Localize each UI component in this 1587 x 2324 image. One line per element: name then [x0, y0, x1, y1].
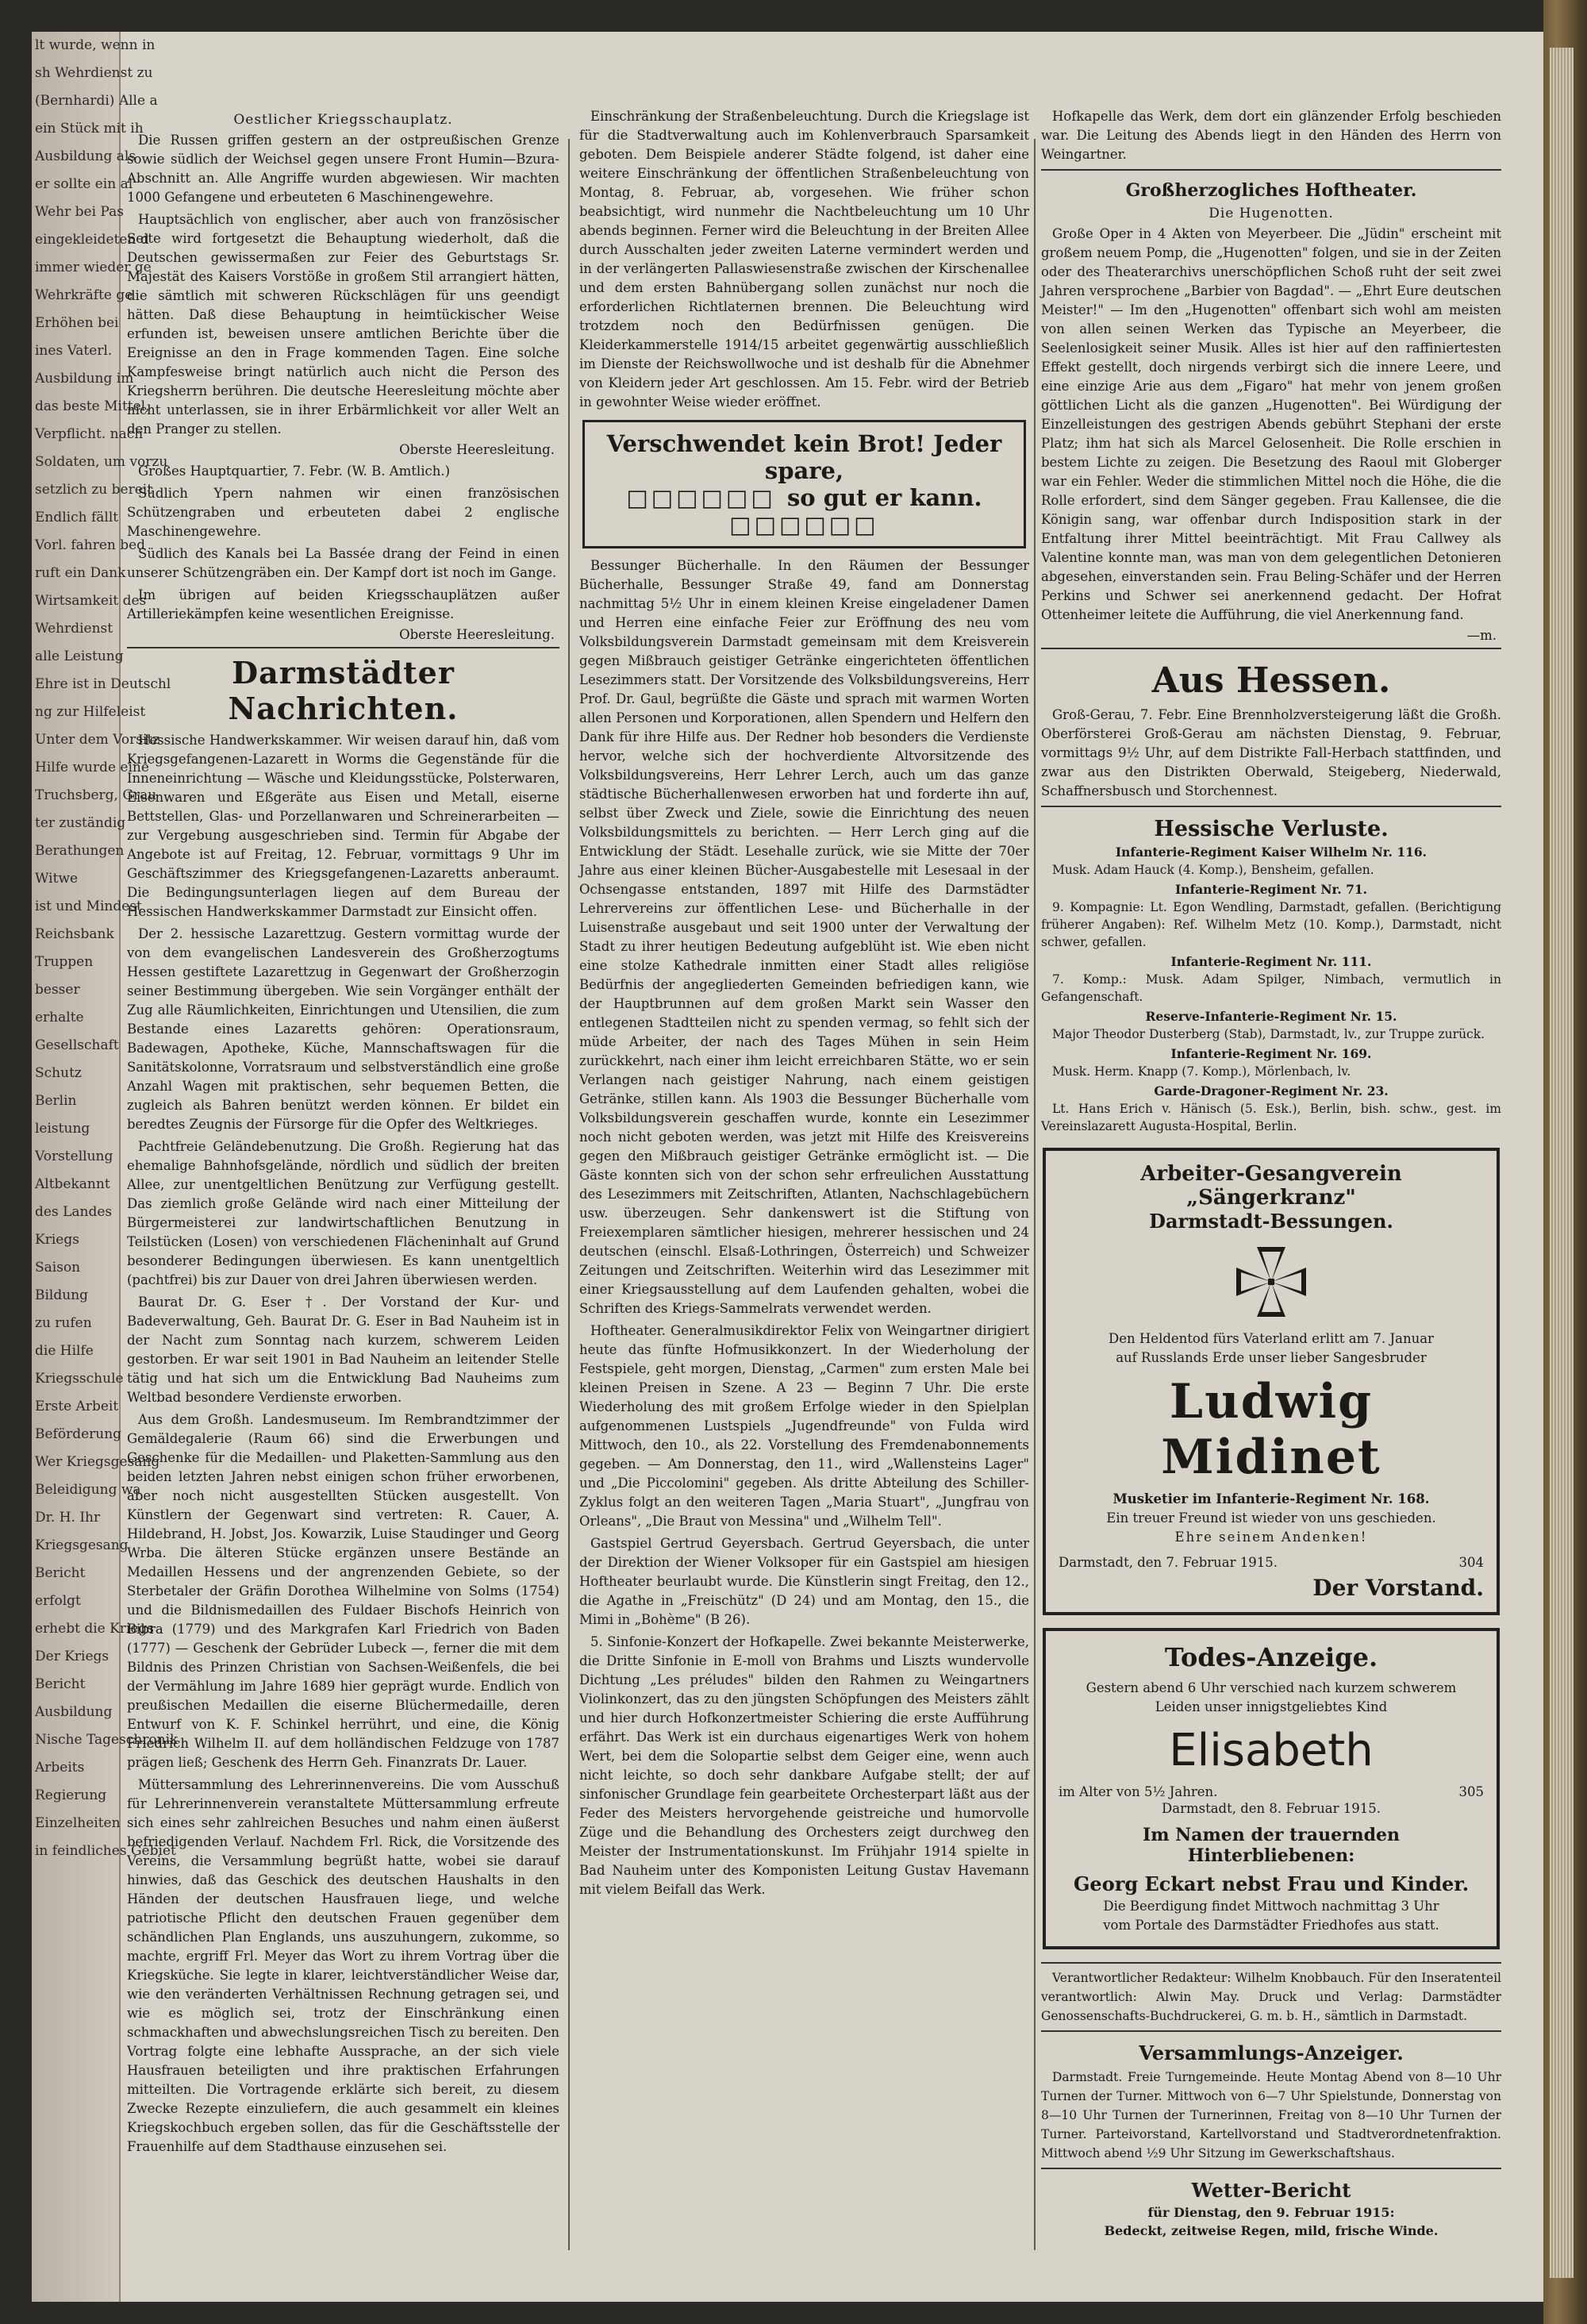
notice-place-date: Darmstadt, den 8. Februar 1915.	[1162, 1801, 1381, 1816]
column-rule	[568, 139, 570, 2250]
gutter-fragment: Beförderung	[35, 1426, 122, 1442]
news-paragraph: Baurat Dr. G. Eser †. Der Vorstand der Kur- und Badeverwaltung, Geh. Baurat Dr. G. Eser in Bad Nauheim ist in der Nacht zum Sonntag nach kurzem, schwerem Leiden gestorben. Er war seit 1901 in Bad Nauheim an leitender Stelle tätig und hat sich um die Entwicklung Bad Nauheims zum Weltbad besondere Verdienste erworben.	[127, 1295, 559, 1405]
gutter-fragment: Reichsbank	[35, 926, 114, 942]
left-gutter-previous-page	[32, 32, 179, 2302]
gutter-fragment: Ausbildung als	[35, 148, 136, 164]
gutter-fragment: ng zur Hilfeleist	[35, 704, 146, 720]
gutter-fragment: Wehrdienst	[35, 621, 113, 637]
divider	[1041, 169, 1501, 171]
news-paragraph: Groß-Gerau, 7. Febr. Eine Brennholzversteigerung läßt die Großh. Oberförsterei Groß-Gerau am nächsten Dienstag, 9. Februar, vormittags 9½ Uhr, auf dem Distrikte Fall-Herbach stattfinden, und zwar aus den Distrikten Oberwald, Steigeberg, Niederwald, Schaffnersbusch und Storchennest.	[1041, 707, 1501, 798]
gutter-fragment: Bericht	[35, 1676, 86, 1692]
gutter-fragment: Altbekannt	[35, 1176, 110, 1192]
weather-forecast: Bedeckt, zeitweise Regen, mild, frische Winde.	[1104, 2223, 1439, 2238]
mourners-names: Georg Eckart nebst Frau und Kinder.	[1073, 1872, 1470, 1895]
slogan-box	[582, 420, 1026, 548]
loss-entry: Musk. Adam Hauck (4. Komp.), Bensheim, gefallen.	[1052, 863, 1374, 877]
gutter-fragment: Berlin	[35, 1093, 77, 1109]
theater-subtitle: Die Hugenotten.	[1209, 206, 1334, 221]
losses-list	[1041, 845, 1501, 1135]
gutter-fragment: Verpflicht. nach	[35, 426, 144, 442]
gutter-fragment: Erste Arbeit	[35, 1399, 119, 1414]
deceased-name: Elisabeth	[1169, 1725, 1374, 1776]
club-place: Darmstadt-Bessungen.	[1149, 1210, 1393, 1233]
gutter-fragment: ines Vaterl.	[35, 343, 113, 359]
divider	[1041, 1962, 1501, 1964]
loss-unit: Infanterie-Regiment Nr. 71.	[1174, 882, 1368, 897]
war-paragraph: Im übrigen auf beiden Kriegsschauplätzen außer Artilleriekämpfen keine wesentlichen Ereignisse.	[127, 587, 559, 621]
imprint: Verantwortlicher Redakteur: Wilhelm Knobbauch. Für den Inseratenteil verantwortlich: Alwin May. Druck und Verlag: Darmstädter Genossenschafts-Buchdruckerei, G. m. b. H., sämtlich in Darmstadt.	[1041, 1971, 1501, 2023]
gutter-fragment: eingekleideten d	[35, 232, 149, 248]
gutter-fragment: Nische Tageschronik	[35, 1732, 179, 1748]
gutter-fragment: Der Kriegs	[35, 1649, 110, 1664]
signature: Oberste Heeresleitung.	[399, 627, 555, 642]
divider	[1041, 648, 1501, 649]
meetings-text: Darmstadt. Freie Turngemeinde. Heute Montag Abend von 8—10 Uhr Turnen der Turner. Mittwoch von 6—7 Uhr Spielstunde, Donnerstag von 8—10 Uhr Turnen der Turnerinnen, Freitag von 8—10 Uhr Turnen der Turner. Parteivorstand, Kartellvorstand und Stadtverordnetenfraktion. Mittwoch abend ½9 Uhr Sitzung im Gewerkschaftshaus.	[1041, 2070, 1501, 2160]
club-name: Arbeiter-Gesangverein „Sängerkranz"	[1140, 1162, 1402, 1210]
gutter-fragment: er sollte ein al	[35, 176, 133, 192]
gutter-fragment: lt wurde, wenn in	[35, 37, 156, 53]
gutter-fragment: Ausbildung	[35, 1704, 113, 1720]
news-paragraph: Der 2. hessische Lazarettzug. Gestern vormittag wurde der von dem evangelischen Landesverein des Großherzogtums Hessen gestiftete Lazarettzug in Gegenwart der Großherzogin seiner Bestimmung übergeben. Wie sein Vorgänger enthält der Zug alle Räumlichkeiten, Einrichtungen und Utensilien, die zum Bestande eines Lazaretts gehören: Operationsraum, Badewagen, Apotheke, Küche, Mannschaftswagen für die Sanitätskolonne, Vorratsraum und selbstverständlich eine große Anzahl Wagen mit praktischen, sehr bequemen Betten, die zugleich als Bahren benützt werden können. Er bildet ein beredtes Zeugnis der Fürsorge für die Opfer des Weltkrieges.	[127, 926, 559, 1132]
death-notice-elisabeth	[1043, 1628, 1500, 1949]
gutter-fragment: Berathungen	[35, 843, 125, 859]
gutter-fragment: erhebt die Kriegs	[35, 1621, 155, 1637]
slogan-line: □□□□□□ so gut er kann. □□□□□□	[626, 484, 982, 538]
gutter-fragment: Vorstellung	[35, 1149, 113, 1164]
column-rule	[1034, 139, 1036, 2250]
gutter-fragment: Unter dem Vorsitz	[35, 732, 160, 748]
notice-text: auf Russlands Erde unser lieber Sangesbruder	[1116, 1350, 1427, 1365]
gutter-fragment: Ausbildung im	[35, 371, 134, 387]
gutter-fragment: Soldaten, um vorzu	[35, 454, 168, 470]
gutter-fragment: Beleidigung wa	[35, 1482, 141, 1498]
notice-title: Todes-Anzeige.	[1164, 1642, 1378, 1672]
gutter-fragment: erfolgt	[35, 1593, 81, 1609]
gutter-fragment: ruft ein Dank	[35, 565, 126, 581]
notice-text: Den Heldentod fürs Vaterland erlitt am 7. Januar	[1109, 1331, 1434, 1346]
news-paragraph: Bessunger Bücherhalle. In den Räumen der Bessunger Bücherhalle, Bessunger Straße 49, fand am Donnerstag nachmittag 5½ Uhr in einem kleinen Kreise eingeladener Damen und Herren eine einfache Feier zur Eröffnung des neu vom Volksbildungsverein Darmstadt gemeinsam mit dem Kreisverein gegen Mißbrauch geistiger Getränke eingerichteten öffentlichen Lesezimmers statt. Der Vorsitzende des Volksbildungsvereins, Herr Prof. Dr. Gaul, begrüßte die Gäste und sprach mit warmen Worten allen Personen und Korporationen, allen Spendern und Helfern den Dank für ihre Hilfe aus. Der Redner hob besonders die Verdienste hervor, welche sich der hochverdiente Altvorsitzende des Volksbildungsvereins, Herr Lehrer Lerch, auch um das ganze städtische Bücherhallenwesen erworben hat und forderte ihn auf, selbst über Zweck und Ziele, sowie die Einrichtung des neuen Volksbildungsmittels zu berichten. — Herr Lerch ging auf die Entwicklung der Städt. Lesehalle zurück, wie sie Mitte der 70er Jahre aus einer kleinen Bücher-Ausgabestelle mit Lesesaal in der Ochsengasse entstanden, 1897 mit Hilfe des Darmstädter Lehrervereins zur öffentlichen Lese- und Bücherhalle in der Luisenstraße ausgebaut und seit 1900 unter der Verwaltung der Stadt zu ihrer heutigen Bedeutung aufgeblüht ist. Wie eben nicht eine stolze Kathedrale inmitten einer Stadt alles religiöse Bedürfnis der angegliederten Gemeinden befriedigen kann, wie der Hauptbrunnen auf dem großen Markt sein Wasser den entlegenen Stadtteilen nicht zu spenden vermag, so fehlt sich der müde Arbeiter, der nach des Tages Mühen in sein Heim zurückkehrt, nach einer ihm leicht erreichbaren Stätte, wo er sein Verlangen nach geistiger Nahrung, nach einem geistigen Getränke, stillen kann. Als 1903 die Bessunger Bücherhalle vom Volksbildungsverein geschaffen wurde, konnte ein Lesezimmer noch nicht geboten werden, was jetzt mit Hilfe des Kreisvereins gegen den Mißbrauch geistiger Getränke ermöglicht ist. — Die Gäste konnten sich von der schon sehr erfreulichen Ausstattung des Lesezimmers mit Zeitschriften, Atlanten, Nachschlagebüchern usw. überzeugen. Sehr dankenswert ist die Stiftung von Freiexemplaren sämtlicher hiesigen, mehrerer hessischen und 24 deutschen (einschl. Elsaß-Lothringen, Österreich) und Schweizer Zeitungen und Zeitschriften. Weiterhin wird das Lesezimmer mit einer Kriegsausstellung auf dem Laufenden gehalten, wobei die Schriften des Kriegs-Sammelrats verwendet werden.	[579, 558, 1029, 1316]
gutter-fragment: Saison	[35, 1260, 81, 1276]
war-paragraph: Hauptsächlich von englischer, aber auch von französischer Seite wird fortgesetzt die Behauptung wiederholt, daß die Deutschen gewissermaßen zur Feier des Geburtstags Sr. Majestät des Kaisers Vorstöße in großem Stil arrangiert hätten, die sämtlich mit schweren Rückschlägen für uns geendigt hätten. Daß diese Behauptung in heimtückischer Weise erfunden ist, beweisen unsere amtlichen Berichte über die Ereignisse an den in Frage kommenden Tagen. Eine solche Kampfesweise bringt natürlich auch nicht die Person des Kriegsherrn berühren. Die deutsche Heeresleitung möchte aber nicht unterlassen, sie in ihrer Erbärmlichkeit vor aller Welt an den Pranger zu stellen.	[127, 212, 559, 437]
notice-signature: Der Vorstand.	[1312, 1575, 1484, 1601]
notice-text: Ein treuer Freund ist wieder von uns geschieden.	[1106, 1510, 1436, 1526]
gutter-fragment: des Landes	[35, 1204, 113, 1220]
war-paragraph: Südlich des Kanals bei La Bassée drang der Feind in einen unserer Schützengräben ein. Der Kampf dort ist noch im Gange.	[127, 546, 559, 580]
column-2	[579, 107, 1029, 2270]
gutter-fragment: Kriegsschule	[35, 1371, 124, 1387]
gutter-fragment: ter zuständig	[35, 815, 126, 831]
iron-cross-icon	[1233, 1244, 1309, 1320]
gutter-fragment: Ehre ist in Deutschl	[35, 676, 171, 692]
loss-entry: Lt. Hans Erich v. Hänisch (5. Esk.), Berlin, bish. schw., gest. im Vereinslazarett Augusta-Hospital, Berlin.	[1041, 1102, 1501, 1133]
loss-entry: 9. Kompagnie: Lt. Egon Wendling, Darmstadt, gefallen. (Berichtigung früherer Angaben): Ref. Wilhelm Metz (10. Komp.), Darmstadt, nicht schwer, gefallen.	[1041, 900, 1501, 949]
death-notice-singing-club	[1043, 1148, 1500, 1615]
deceased-name: Ludwig Midinet	[1161, 1374, 1381, 1485]
gutter-fragment: Hilfe wurde eine	[35, 760, 149, 775]
gutter-fragment: Einzelheiten	[35, 1815, 121, 1831]
gutter-fragment: Wehrkräfte ge	[35, 287, 133, 303]
gutter-fragment: die Hilfe	[35, 1343, 94, 1359]
war-paragraph: Südlich Ypern nahmen wir einen französischen Schützengraben und erbeuteten dabei 2 englische Maschinengewehre.	[127, 486, 559, 539]
gutter-fragment: immer wieder ge	[35, 260, 152, 275]
notice-footer	[1059, 1784, 1484, 1799]
notice-text: Leiden unser innigstgeliebtes Kind	[1155, 1699, 1388, 1714]
loss-entry: Major Theodor Dusterberg (Stab), Darmstadt, lv., zur Truppe zurück.	[1052, 1027, 1485, 1041]
divider	[127, 647, 559, 648]
gutter-fragment: alle Leistung	[35, 648, 124, 664]
gutter-fragment: setzlich zu bereit	[35, 482, 153, 498]
news-paragraph: Aus dem Großh. Landesmuseum. Im Rembrandtzimmer der Gemäldegalerie (Raum 66) sind die Erwerbungen und Geschenke für die Medaillen- und Plaketten-Sammlung aus den beiden letzten Jahren nebst einigen schon früher erworbenen, aber noch nicht ausgestellten Stücken ausgestellt. Von Künstlern der Gegenwart sind vertreten: R. Cauer, A. Hildebrand, H. Jobst, Jos. Kowarzik, Luise Staudinger und Georg Wrba. Die älteren Stücke ergänzen unsere Bestände an Medaillen Hessens und der angrenzenden Gebiete, so der Sterbetaler der Gräfin Dorothea Wilhelmine von Solms (1754) und die Bildnismedaillen des Fuldaer Bischofs Heinrich von Bibra (1779) und des Markgrafen Karl Friedrich von Baden (1777) — Geschenk der Gebrüder Lubeck —, ferner die mit dem Bildnis des Prinzen Christian von Sachsen-Weißenfels, die bei der Vermählung im Jahre 1689 hier geprägt wurde. Endlich von preußischen Medaillen die eiserne Blüchermedaille, deren Entwurf von K. F. Schinkel herrührt, und eine, die König Friedrich Wilhelm II. auf dem holländischen Feldzuge von 1787 prägen ließ; Geschenk des Herrn Geh. Finanzrats Dr. Lauer.	[127, 1412, 559, 1770]
ad-number: 305	[1458, 1784, 1484, 1799]
gutter-fragment: Dr. H. Ihr	[35, 1510, 101, 1526]
loss-unit: Infanterie-Regiment Nr. 111.	[1170, 954, 1372, 969]
news-paragraph: Müttersammlung des Lehrerinnenvereins. Die vom Ausschuß für Lehrerinnenverein veranstaltete Müttersammlung erfreute sich eines sehr zahlreichen Besuches und nahm einen äußerst befriedigenden Verlauf. Nachdem Frl. Rick, die Vorsitzende des Vereins, die Versammlung begrüßt hatte, wobei sie darauf hinwies, daß das Geschick des deutschen Haushalts in den Händen der deutschen Hausfrauen liege, und welche patriotische Pflicht den deutschen Frauen gegenüber dem schändlichen Plan Englands, uns auszuhungern, zukomme, so machte, ergriff Frl. Meyer das Wort zu ihrem Vortrag über die Kriegsküche. Sie legte in klarer, leichtverständlicher Weise dar, wie den veränderten Verhältnissen Rechnung getragen sei, und wie es möglich sei, trotz der Einschränkung einen schmackhaften und abwechslungsreichen Tisch zu bereiten. Den Vortrag folgte eine lebhafte Aussprache, an der sich viele Hausfrauen beteiligten und ihre praktischen Erfahrungen mitteilten. Die Vortragende erklärte sich bereit, zu diesem Zwecke Rezepte einzuliefern, die auch gesammelt ein kleines Kriegskochbuch ergeben sollen, das für die Geschäftsstelle der Frauenhilfe auf dem Stadthause einzusehen sei.	[127, 1777, 559, 2154]
gutter-fragment: Witwe	[35, 871, 79, 887]
notice-footer	[1059, 1555, 1484, 1570]
loss-unit: Reserve-Infanterie-Regiment Nr. 15.	[1145, 1009, 1397, 1024]
news-paragraph: Hoftheater. Generalmusikdirektor Felix von Weingartner dirigiert heute das fünfte Hofmusikkonzert. In der Wiederholung der Festspiele, geht morgen, Dienstag, „Carmen" zum ersten Male bei kleinen Preisen in Szene. A 23 — Beginn 7 Uhr. Die erste Wiederholung des mit großem Erfolge wieder in den Spielplan aufgenommenen Lustspiels „Jugendfreunde" von Fulda wird Mittwoch, den 10., als 22. Vorstellung des Fremdenabonnements gegeben. — Am Donnerstag, den 11., wird „Wallensteins Lager" und „Die Piccolomini" gegeben. Als dritte Abteilung des Schiller-Zyklus folgt an den weiteren Tagen „Maria Stuart", „Jungfrau von Orleans", „Die Braut von Messina" und „Wilhelm Tell".	[579, 1323, 1029, 1529]
slogan-line-text: so gut er kann.	[786, 484, 982, 511]
signature: Oberste Heeresleitung.	[399, 442, 555, 457]
gutter-fragment: Arbeits	[35, 1760, 85, 1776]
gutter-fragment: Endlich fällt	[35, 510, 119, 525]
war-header: Oestlicher Kriegsschauplatz.	[233, 112, 453, 128]
divider	[1041, 2030, 1501, 2032]
news-paragraph: Einschränkung der Straßenbeleuchtung. Durch die Kriegslage ist für die Stadtverwaltung auch im Kohlenverbrauch Sparsamkeit geboten. Dem Beispiele anderer Städte folgend, ist daher eine weitere Einschränkung der öffentlichen Straßenbeleuchtung von Montag, 8. Februar, ab, vorgesehen. Wie früher schon beabsichtigt, wird nunmehr die Nachtbeleuchtung um 10 Uhr abends beginnen. Ferner wird die Beleuchtung in der Breiten Allee durch Ausschalten jeder zweiten Laterne vermindert werden und in der verlängerten Pallaswiesenstraße zwischen der Kirschenallee und dem ersten Bahnübergang sollen zunächst nur noch die erforderlichen Richtlaternen brennen. Die Beleuchtung wird trotzdem noch den Bedürfnissen genügen. Die Kleiderkammerstelle 1914/15 arbeitet gegenwärtig ausschließlich im Dienste der Reichswollwoche und ist deshalb für die Abnehmer von Kleidern jeder Art geschlossen. Am 15. Febr. wird der Betrieb in gewohnter Weise wieder eröffnet.	[579, 109, 1029, 410]
gutter-fragment: zu rufen	[35, 1315, 92, 1331]
gutter-fragment: leistung	[35, 1121, 90, 1137]
notice-text: Ehre seinem Andenken!	[1174, 1529, 1368, 1545]
gutter-fragment: Gesellschaft	[35, 1037, 119, 1053]
gutter-fragment: Regierung	[35, 1787, 107, 1803]
mourners-intro: Im Namen der trauernden Hinterbliebenen:	[1142, 1825, 1401, 1866]
loss-unit: Infanterie-Regiment Nr. 169.	[1170, 1046, 1372, 1061]
gutter-fragment: Truppen	[35, 954, 94, 970]
gutter-fragment: Kriegsgesang	[35, 1537, 129, 1553]
gutter-fragment: in feindliches Gebiet	[35, 1843, 176, 1859]
gutter-fragment: Wirtsamkeit des	[35, 593, 147, 609]
news-paragraph: Hessische Handwerkskammer. Wir weisen darauf hin, daß vom Kriegsgefangenen-Lazarett in Worms die Gegenstände für die Inneneinrichtung — Wäsche und Kleidungsstücke, Polsterwaren, Eisenwaren und Eßgeräte aus Eisen und Metall, eiserne Bettstellen, Glas- und Porzellanwaren und Schreinerarbeiten — zur Vergebung ausgeschrieben sind. Termin für Abgabe der Angebote ist auf Freitag, 12. Februar, vormittags 9 Uhr im Geschäftszimmer des Kriegsgefangenen-Lazaretts anberaumt. Die Bedingungsunterlagen liegen auf dem Bureau der Hessischen Handwerkskammer Darmstadt zur Einsicht offen.	[127, 733, 559, 919]
news-paragraph: Pachtfreie Geländebenutzung. Die Großh. Regierung hat das ehemalige Bahnhofsgelände, nördlich und südlich der breiten Allee, zur unentgeltlichen Benützung zur Verfügung gestellt. Das ziemlich große Gelände wird nach einer Mitteilung der Bürgermeisterei zur landwirtschaftlichen Benutzung in Teilstücken (Losen) von verschiedenen Flächeninhalt auf Grund besonderer Bedingungen überwiesen. Es kann unentgeltlich (pachtfrei) bis zur Dauer von drei Jahren überwiesen werden.	[127, 1139, 559, 1287]
meetings-title: Versammlungs-Anzeiger.	[1139, 2041, 1404, 2064]
gutter-fragment: erhalte	[35, 1010, 84, 1025]
section-title: Darmstädter Nachrichten.	[228, 655, 459, 726]
gutter-fragment: das beste Mittel,	[35, 398, 150, 414]
notice-text: vom Portale des Darmstädter Friedhofes aus statt.	[1103, 1918, 1439, 1933]
divider	[1041, 2168, 1501, 2169]
author-mark: —m.	[1466, 628, 1497, 643]
news-paragraph: Gastspiel Gertrud Geyersbach. Gertrud Geyersbach, die unter der Direktion der Wiener Volksoper für ein Gastspiel am hiesigen Hoftheater beurlaubt wurde. Die Künstlerin singt Freitag, den 12., die Agathe in „Freischütz" (D 24) und am Montag, den 15., die Mimi in „Bohème" (B 26).	[579, 1536, 1029, 1627]
gutter-fragment: Bericht	[35, 1565, 86, 1581]
gutter-fragment: Bildung	[35, 1287, 89, 1303]
weather-date: für Dienstag, den 9. Februar 1915:	[1147, 2205, 1395, 2220]
loss-entry: 7. Komp.: Musk. Adam Spilger, Nimbach, vermutlich in Gefangenschaft.	[1041, 972, 1501, 1004]
gutter-fragment: Truchsberg, Grau	[35, 787, 157, 803]
deceased-rank: Musketier im Infanterie-Regiment Nr. 168.	[1112, 1491, 1430, 1506]
loss-unit: Garde-Dragoner-Regiment Nr. 23.	[1154, 1083, 1389, 1099]
gutter-fragment: (Bernhardi) Alle a	[35, 93, 158, 109]
gutter-fragment: sh Wehrdienst zu	[35, 65, 153, 81]
column-3	[1041, 107, 1501, 2270]
newspaper-page	[32, 32, 1543, 2302]
war-paragraph: Die Russen griffen gestern an der ostpreußischen Grenze sowie südlich der Weichsel gegen unsere Front Humin—Bzura-Abschnitt an. Alle Angriffe wurden abgewiesen. Wir machten 1000 Gefangene und erbeuteten 6 Maschinengewehre.	[127, 133, 559, 205]
theater-review: Große Oper in 4 Akten von Meyerbeer. Die „Jüdin" erscheint mit großem neuem Pomp, die „Hugenotten" folgen, und sie in der Zeiten oder des Theaterarchivs unerschöpflichen Schoß ruht der seit zwei Jahren versprochene „Barbier von Bagdad". — „Ehrt Eure deutschen Meister!" — Im den „Hugenotten" offenbart sich wohl am meisten von allen seinen Werken das Typische an Meyerbeer, die Seelenlosigkeit seiner Musik. Alles ist hier auf den raffiniertesten Effekt gestellt, doch nirgends verbirgt sich die innere Leere, und eine einzige Arie aus dem „Figaro" hat mehr von jenem großen göttlichen Licht als die ganzen „Hugenotten". Bei Würdigung der Einzelleistungen des gestrigen Abends gebührt Stephani der erste Platz; ihm hat sich als Marcel Gelosenheit. Die Rolle erschien in bestem Lichte zu zeigen. Die Besetzung des Raoul mit Globerger war ein Fehler. Weder die stimmlichen Mittel noch die Höhe, die die Rolle erfordert, sind dem Sänger gegeben. Frau Kallensee, die die Königin sang, war offenbar durch Indisposition stark in der Entfaltung ihrer Mittel beeinträchtigt. Mit Frau Callwey als Valentine konnte man, was man von dem gelegentlichen Detonieren abgesehen, einverstanden sein. Frau Beling-Schäfer und der Herren Perkins und Schwer sei anerkennend gedacht. Der Hofrat Ottenheimer leitete die Aufführung, die viel Anerkennung fand.	[1041, 226, 1501, 622]
gutter-fragment: Erhöhen bei	[35, 315, 119, 331]
news-paragraph: Hofkapelle das Werk, dem dort ein glänzender Erfolg beschieden war. Die Leitung des Abends liegt in den Händen des Herrn von Weingartner.	[1041, 109, 1501, 162]
gutter-fragment: Schutz	[35, 1065, 82, 1081]
loss-entry: Musk. Herm. Knapp (7. Komp.), Mörlenbach, lv.	[1052, 1064, 1351, 1079]
news-paragraph: 5. Sinfonie-Konzert der Hofkapelle. Zwei bekannte Meisterwerke, die Dritte Sinfonie in E-moll von Brahms und Liszts wundervolle Dichtung „Les préludes" bilden den Rahmen zu Weingartners Violinkonzert, das zu den jüngsten Schöpfungen des Meisters zählt und hier durch Hofkonzertmeister Schiering die erste Aufführung erfährt. Das Werk ist ein durchaus eigenartiges Werk von hohem Wert, bei dem die Solopartie selbst dem Geiger eine, wenn auch nicht leichte, so doch sehr dankbare Aufgabe stellt; der auf sinfonischer Grundlage fein gearbeitete Orchesterpart läßt aus der Feder des Meisters hervorgehende geistreiche und humorvolle Züge und die Behandlung des Orchesters zeigt durchweg den Meister der Instrumentationskunst. Im Frühjahr 1914 spielte in Bad Nauheim unter des Komponisten Leitung Gustav Havemann mit vielem Beifall das Werk.	[579, 1634, 1029, 1897]
gutter-fragment: ein Stück mit ih	[35, 121, 144, 137]
gutter-fragment: Wehr bei Pas	[35, 204, 124, 220]
notice-place-date: Darmstadt, den 7. Februar 1915.	[1059, 1555, 1278, 1570]
book-edge	[1543, 0, 1587, 2324]
gutter-fragment: Kriegs	[35, 1232, 79, 1248]
divider	[1041, 806, 1501, 807]
gutter-fragment: Wer Kriegsgesang	[35, 1454, 160, 1470]
dateline: Großes Hauptquartier, 7. Febr. (W. B. Amtlich.)	[138, 464, 451, 479]
loss-unit: Infanterie-Regiment Kaiser Wilhelm Nr. 116.	[1115, 845, 1428, 860]
weather-title: Wetter-Bericht	[1191, 2179, 1351, 2202]
gutter-fragment: ist und Mindest	[35, 898, 142, 914]
deceased-age: im Alter von 5½ Jahren.	[1059, 1784, 1218, 1799]
ad-number: 304	[1458, 1555, 1484, 1570]
page-stack	[1550, 48, 1574, 2278]
gutter-fragment: Vorl. fahren bed	[35, 537, 146, 553]
losses-title: Hessische Verluste.	[1154, 817, 1389, 841]
slogan-line: Verschwendet kein Brot! Jeder spare,	[606, 430, 1002, 484]
notice-text: Die Beerdigung findet Mittwoch nachmittag 3 Uhr	[1103, 1899, 1439, 1914]
gutter-fragment: besser	[35, 982, 80, 998]
section-title: Aus Hessen.	[1151, 660, 1391, 701]
notice-text: Gestern abend 6 Uhr verschied nach kurzem schwerem	[1086, 1680, 1457, 1695]
theater-title: Großherzogliches Hoftheater.	[1125, 180, 1417, 201]
column-1	[127, 107, 559, 2270]
